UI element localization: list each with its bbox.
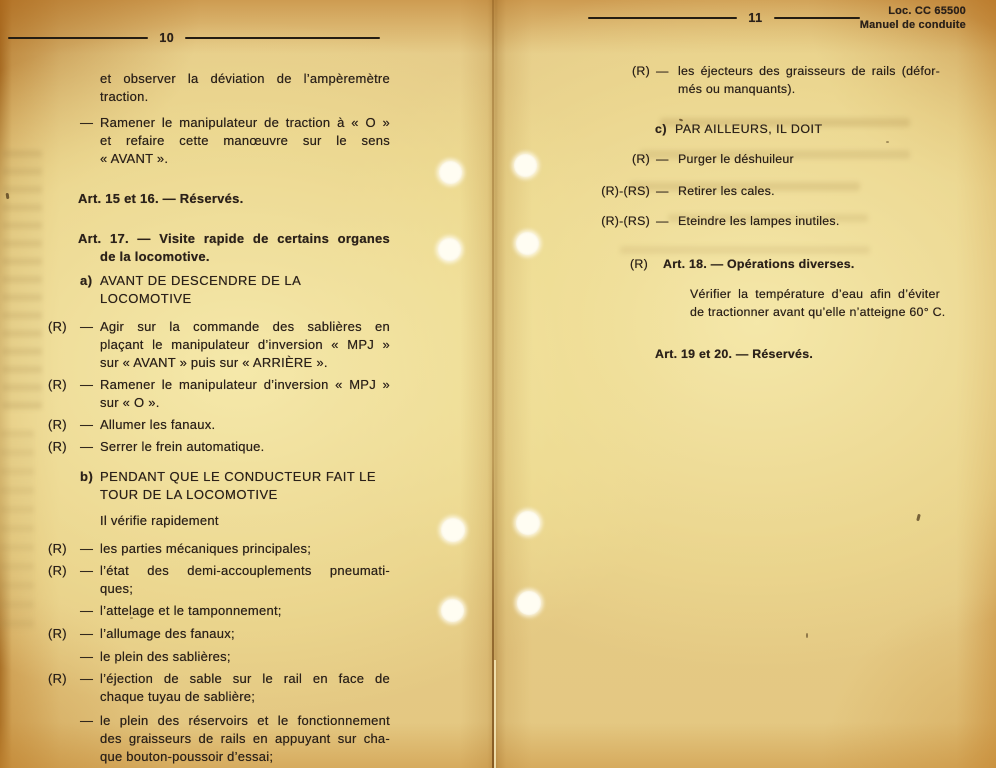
item-dash: — (656, 214, 669, 228)
list-item (592, 150, 940, 168)
text-line: l’attelage et le tamponnement; (100, 603, 282, 618)
item-text (100, 602, 390, 620)
punch-hole (517, 591, 541, 615)
list-item (48, 712, 390, 766)
section-letter: b) (80, 469, 94, 484)
item-dash: — (80, 671, 94, 686)
section-text (100, 272, 390, 308)
list-item (48, 540, 390, 558)
text-line: Vérifier la température d’eau afin d’éviter (690, 287, 940, 301)
text-line: Art. 15 et 16. — Réservés. (78, 191, 244, 206)
item-text (678, 182, 940, 200)
item-text (100, 438, 390, 456)
list-item (48, 376, 390, 412)
item-dash: — (656, 64, 669, 78)
punch-hole (441, 599, 464, 622)
section-letter: a) (80, 273, 93, 288)
text-line: que bouton-poussoir d’essai; (100, 749, 274, 764)
header-rule (185, 37, 380, 39)
text-line: l’allumage des fanaux; (100, 626, 235, 641)
item-marker: (R)-(RS) (601, 184, 650, 198)
item-text (100, 318, 390, 372)
header-rule (8, 37, 148, 39)
item-text (100, 670, 390, 706)
manual-title: Manuel de conduite (859, 19, 966, 31)
punch-hole (438, 238, 461, 261)
item-dash: — (80, 115, 94, 130)
text-line: Ramener le manipulateur d’inversion « MPJ » (100, 377, 390, 392)
page-header (588, 11, 860, 25)
item-marker: (R) (48, 377, 67, 392)
section-heading (80, 272, 390, 308)
article-heading (630, 255, 940, 273)
text-line: Retirer les cales. (678, 184, 775, 198)
item-dash: — (80, 603, 94, 618)
text-line: de tractionner avant qu’elle n’atteigne 60° C. (690, 305, 946, 319)
punch-hole (514, 154, 537, 177)
item-marker (48, 648, 80, 666)
item-marker (48, 114, 80, 168)
item-marker: (R) (630, 257, 648, 271)
list-item (48, 670, 390, 706)
list-item (48, 438, 390, 456)
text-line: l’état des demi-accouplements pneumati- (100, 563, 390, 578)
text-line: les parties mécaniques principales; (100, 541, 312, 556)
item-text (678, 150, 940, 168)
sub-heading (100, 512, 390, 530)
punch-hole (441, 518, 465, 542)
paragraph (48, 70, 390, 106)
text-line: chaque tuyau de sablière; (100, 689, 256, 704)
section-heading (80, 468, 390, 504)
list-item (48, 114, 390, 168)
page-header (8, 31, 380, 45)
document-reference (860, 4, 966, 32)
item-marker (48, 70, 80, 106)
list-item (48, 416, 390, 434)
fold-highlight (494, 660, 496, 768)
text-line: ques; (100, 581, 134, 596)
list-item (48, 648, 390, 666)
item-marker: (R) (632, 64, 650, 78)
item-marker (48, 602, 80, 620)
item-marker: (R) (48, 439, 67, 454)
text-line: et refaire cette manœuvre sur le sens (100, 133, 390, 148)
article-heading (655, 345, 940, 363)
item-text (678, 62, 940, 98)
section-letter: c) (655, 122, 668, 136)
item-marker: (R) (48, 671, 67, 686)
item-dash: — (80, 377, 94, 392)
article-heading (78, 230, 390, 266)
item-marker: (R) (48, 417, 67, 432)
text-line: LOCOMOTIVE (100, 291, 192, 306)
page-content (592, 62, 946, 363)
article-heading (78, 190, 390, 208)
text-line: AVANT DE DESCENDRE DE LA (100, 273, 302, 288)
text-line: l’éjection de sable sur le rail en face de (100, 671, 390, 686)
item-marker: (R) (48, 626, 67, 641)
text-line: més ou manquants). (678, 82, 796, 96)
item-text (100, 70, 390, 106)
item-marker (48, 712, 80, 766)
item-dash: — (80, 319, 94, 334)
loco-reference: Loc. CC 65500 (888, 5, 966, 17)
item-dash: — (80, 541, 94, 556)
text-line: de la locomotive. (100, 249, 210, 264)
item-text (100, 114, 390, 168)
item-text (100, 562, 390, 598)
text-line: Serrer le frein automatique. (100, 439, 265, 454)
list-item (48, 602, 390, 620)
text-line: sur « O ». (100, 395, 160, 410)
page-content (48, 70, 390, 766)
text-line: sur « AVANT » puis sur « ARRIÈRE ». (100, 355, 328, 370)
page-number: 11 (748, 11, 763, 25)
text-line: traction. (100, 89, 149, 104)
item-text (100, 625, 390, 643)
section-text (675, 120, 940, 138)
text-line: Il vérifie rapidement (100, 513, 219, 528)
item-dash: — (80, 563, 94, 578)
item-text (100, 416, 390, 434)
item-dash: — (656, 184, 669, 198)
paragraph (690, 285, 946, 321)
item-text (100, 376, 390, 412)
text-line: Allumer les fanaux. (100, 417, 216, 432)
punch-hole (516, 511, 540, 535)
text-line: TOUR DE LA LOCOMOTIVE (100, 487, 278, 502)
text-line: Purger le déshuileur (678, 152, 794, 166)
item-text (100, 540, 390, 558)
header-rule (774, 17, 860, 19)
item-dash: — (80, 713, 94, 728)
punch-hole (516, 232, 539, 255)
text-line: Art. 17. — Visite rapide de certains organes (78, 231, 390, 246)
item-marker: (R)-(RS) (601, 214, 650, 228)
list-item (48, 625, 390, 643)
article-heading-text: Art. 18. — Opérations diverses. (663, 257, 855, 271)
text-line: Art. 19 et 20. — Réservés. (655, 347, 814, 361)
item-dash: — (80, 439, 94, 454)
text-line: plaçant le manipulateur d’inversion « MPJ » (100, 337, 390, 352)
text-line: Eteindre les lampes inutiles. (678, 214, 840, 228)
page-left (0, 0, 490, 768)
section-text (100, 468, 390, 504)
item-text (100, 712, 390, 766)
text-line: « AVANT ». (100, 151, 169, 166)
item-marker: (R) (632, 152, 650, 166)
item-marker: (R) (48, 541, 67, 556)
text-line: Agir sur la commande des sablières en (100, 319, 390, 334)
item-dash: — (656, 152, 669, 166)
item-dash (80, 70, 100, 106)
header-rule (588, 17, 737, 19)
item-dash: — (80, 649, 94, 664)
text-line: PAR AILLEURS, IL DOIT (675, 122, 823, 136)
list-item (592, 62, 940, 98)
text-line: Ramener le manipulateur de traction à « O » (100, 115, 390, 130)
section-heading (655, 120, 940, 138)
text-line: et observer la déviation de l’ampèremètre (100, 71, 390, 86)
text-line: des graisseurs de rails en appuyant sur cha- (100, 731, 390, 746)
item-marker: (R) (48, 319, 67, 334)
text-line: les éjecteurs des graisseurs de rails (défor- (678, 64, 940, 78)
item-marker: (R) (48, 563, 67, 578)
item-dash: — (80, 626, 94, 641)
list-item (48, 318, 390, 372)
list-item (592, 182, 940, 200)
text-line: le plein des sablières; (100, 649, 231, 664)
item-text (678, 212, 940, 230)
list-item (592, 212, 940, 230)
item-dash: — (80, 417, 94, 432)
text-line: le plein des réservoirs et le fonctionnement (100, 713, 390, 728)
page-right (500, 0, 996, 768)
fold-crease (492, 0, 494, 768)
list-item (48, 562, 390, 598)
page-number: 10 (159, 31, 175, 45)
text-line: PENDANT QUE LE CONDUCTEUR FAIT LE (100, 469, 377, 484)
item-text (100, 648, 390, 666)
punch-hole (439, 161, 462, 184)
